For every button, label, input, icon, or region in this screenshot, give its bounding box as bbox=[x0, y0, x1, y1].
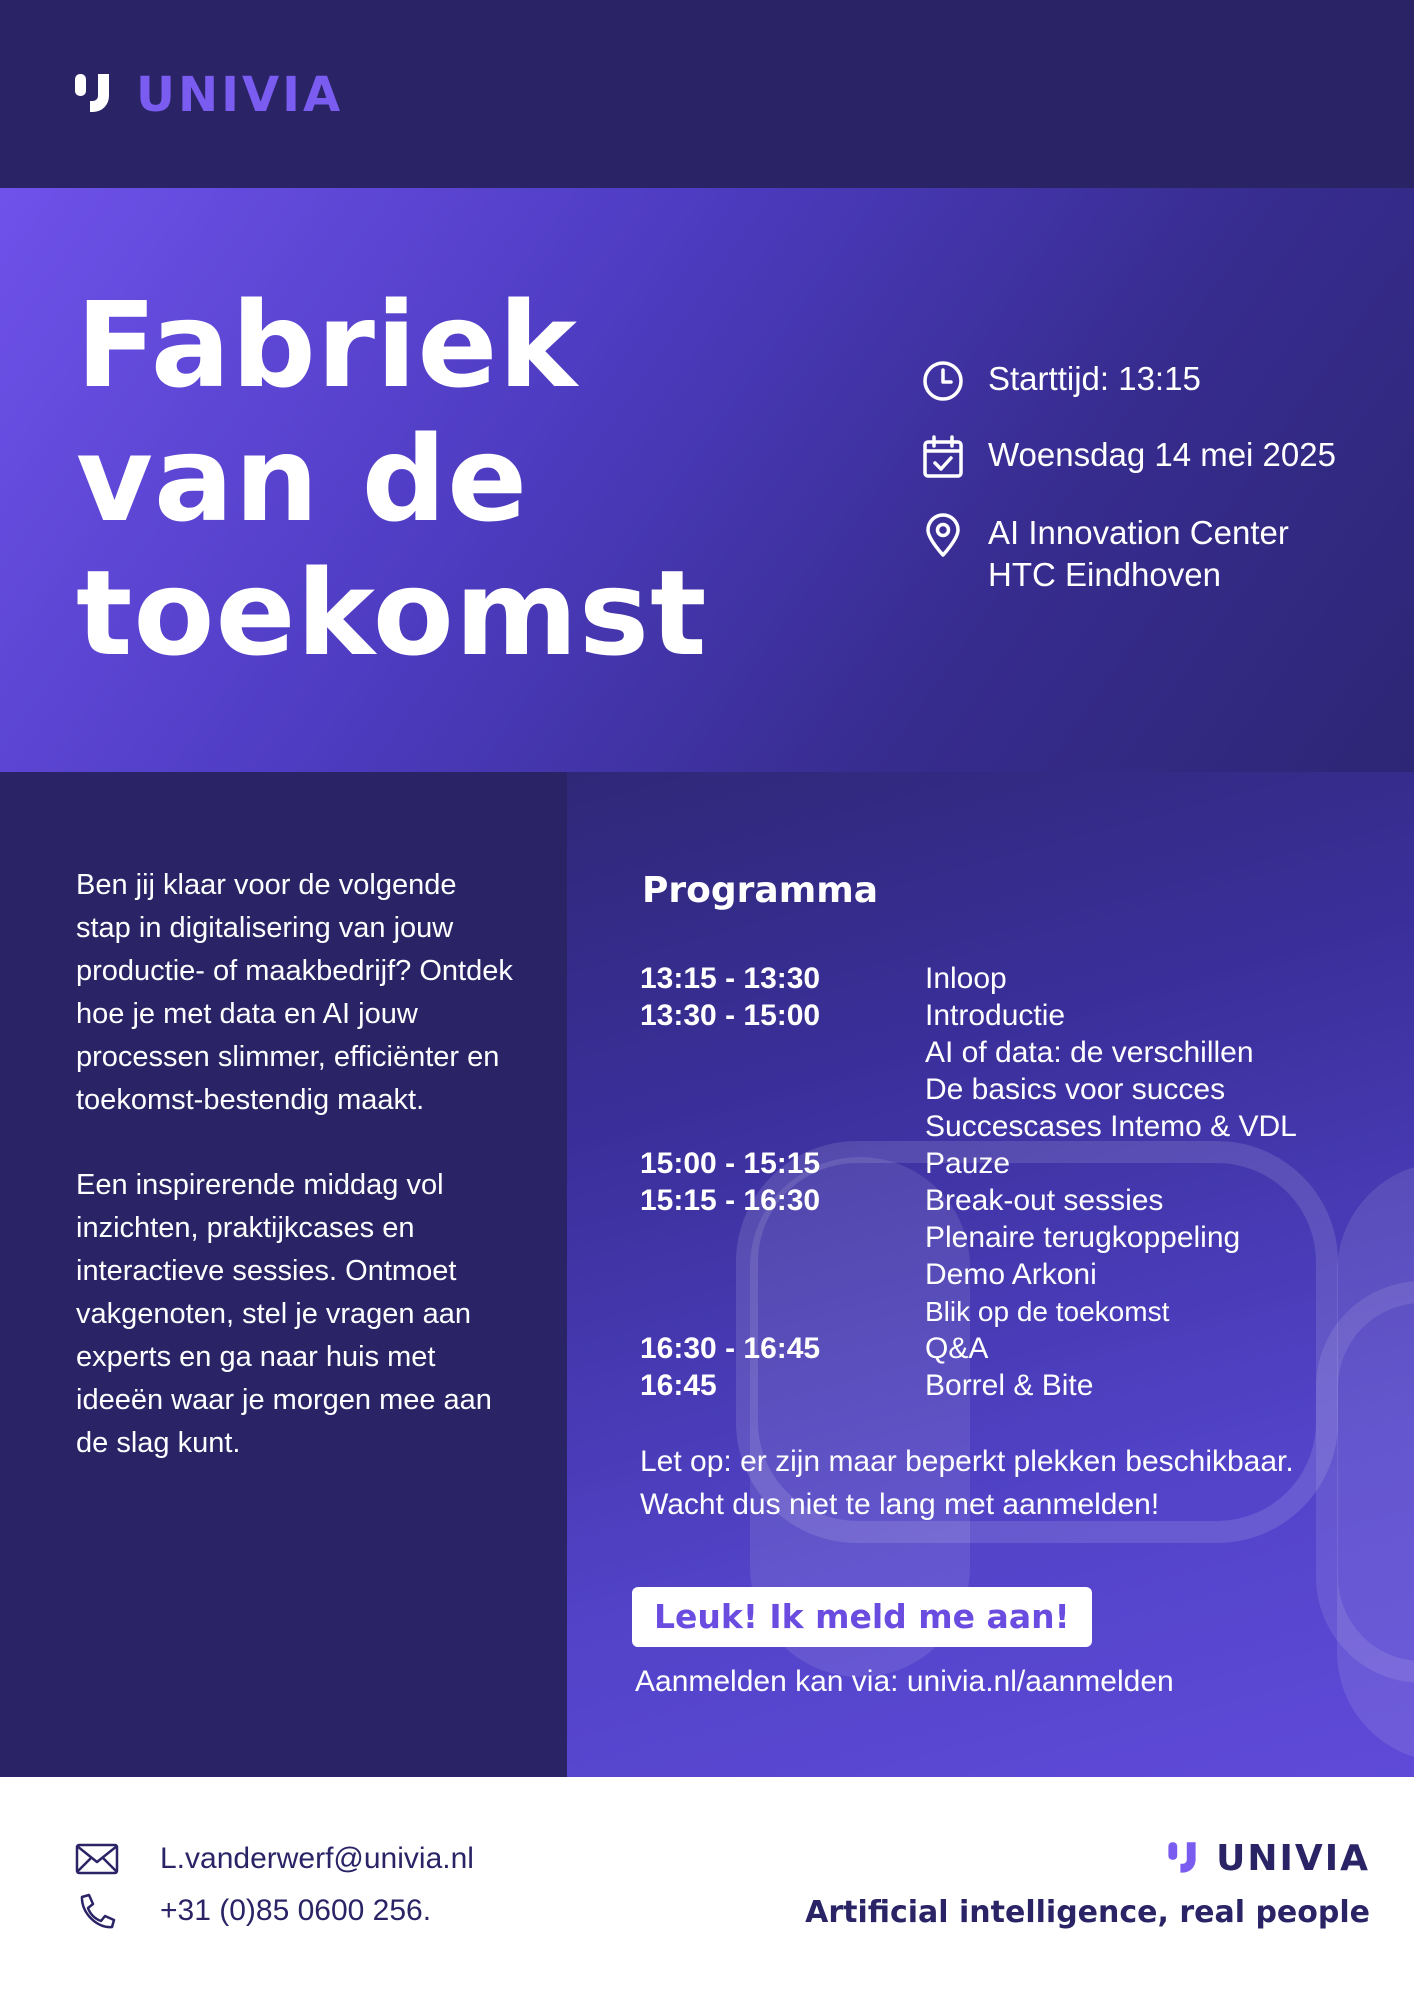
program-time: 16:45 bbox=[640, 1369, 717, 1402]
date-text: Woensdag 14 mei 2025 bbox=[988, 436, 1336, 473]
program-item: Demo Arkoni bbox=[925, 1258, 1097, 1291]
event-title-line: toekomst bbox=[76, 544, 708, 682]
program-item: De basics voor succes bbox=[925, 1073, 1226, 1106]
contact-phone bbox=[74, 1891, 431, 1931]
contact-email bbox=[74, 1839, 474, 1879]
univia-logo-mark-icon bbox=[72, 70, 122, 120]
phone-icon bbox=[74, 1891, 120, 1931]
program-time: 15:00 - 15:15 bbox=[640, 1147, 821, 1180]
program-section bbox=[567, 772, 1414, 1777]
event-title-line: van de bbox=[76, 410, 529, 548]
map-pin-icon bbox=[920, 512, 966, 558]
program-time: 16:30 - 16:45 bbox=[640, 1332, 821, 1365]
intro-text bbox=[76, 864, 516, 1507]
event-title-line: Fabriek bbox=[76, 276, 578, 414]
footer-logo-text: UNIVIA bbox=[1216, 1838, 1370, 1879]
program-row bbox=[640, 1145, 1400, 1182]
start-time-info bbox=[920, 358, 1201, 404]
register-button[interactable]: Leuk! Ik meld me aan! bbox=[632, 1587, 1092, 1647]
program-time: 13:15 - 13:30 bbox=[640, 962, 821, 995]
program-title: Programma bbox=[642, 870, 879, 911]
program-items bbox=[925, 1182, 1240, 1330]
program-item: Blik op de toekomst bbox=[925, 1296, 1170, 1327]
program-items bbox=[925, 1330, 988, 1367]
availability-notice bbox=[640, 1440, 1400, 1526]
program-row bbox=[640, 1367, 1400, 1404]
location-text bbox=[988, 512, 1289, 596]
program-item: AI of data: de verschillen bbox=[925, 1036, 1254, 1069]
footer bbox=[0, 1777, 1414, 2000]
intro-paragraph: Ben jij klaar voor de volgende stap in digitalisering van jouw productie- of maakbedrijf? Ontdek hoe je met data en AI jouw processen slimmer, efficiënter en toekomst-bestendig maakt. bbox=[76, 869, 513, 1116]
univia-logo[interactable] bbox=[72, 67, 344, 123]
program-time: 15:15 - 16:30 bbox=[640, 1184, 821, 1217]
univia-logo-text: UNIVIA bbox=[136, 67, 344, 123]
location-line: HTC Eindhoven bbox=[988, 556, 1221, 593]
calendar-icon bbox=[920, 434, 966, 480]
envelope-icon bbox=[74, 1839, 120, 1879]
univia-logo-mark-icon bbox=[1166, 1839, 1206, 1879]
hero-section bbox=[0, 188, 1414, 772]
intro-section bbox=[0, 772, 567, 1777]
clock-icon bbox=[920, 358, 966, 404]
program-item: Succescases Intemo & VDL bbox=[925, 1110, 1297, 1143]
header-bar bbox=[0, 0, 1414, 188]
program-row bbox=[640, 1182, 1400, 1330]
program-item: Inloop bbox=[925, 962, 1007, 995]
program-item: Plenaire terugkoppeling bbox=[925, 1221, 1241, 1254]
program-items bbox=[925, 1145, 1010, 1182]
tagline: Artificial intelligence, real people bbox=[805, 1895, 1370, 1930]
program-items bbox=[925, 997, 1297, 1145]
program-row bbox=[640, 960, 1400, 997]
program-items bbox=[925, 1367, 1093, 1404]
notice-line: Wacht dus niet te lang met aanmelden! bbox=[640, 1488, 1160, 1521]
location-line: AI Innovation Center bbox=[988, 514, 1289, 551]
program-time: 13:30 - 15:00 bbox=[640, 999, 821, 1032]
email-link[interactable]: L.vanderwerf@univia.nl bbox=[160, 1842, 474, 1875]
date-info bbox=[920, 434, 1336, 480]
notice-line: Let op: er zijn maar beperkt plekken beschikbaar. bbox=[640, 1445, 1294, 1478]
program-item: Pauze bbox=[925, 1147, 1011, 1180]
register-note: Aanmelden kan via: univia.nl/aanmelden bbox=[635, 1665, 1174, 1698]
location-info bbox=[920, 512, 1289, 596]
event-title bbox=[76, 278, 776, 680]
program-item: Introductie bbox=[925, 999, 1066, 1032]
program-row bbox=[640, 997, 1400, 1145]
footer-logo[interactable] bbox=[1166, 1839, 1370, 1879]
program-item: Break-out sessies bbox=[925, 1184, 1164, 1217]
start-time-text: Starttijd: 13:15 bbox=[988, 360, 1201, 397]
program-item: Q&A bbox=[925, 1332, 989, 1365]
program-item: Borrel & Bite bbox=[925, 1369, 1094, 1402]
program-list bbox=[640, 960, 1400, 1404]
program-row bbox=[640, 1330, 1400, 1367]
phone-link[interactable]: +31 (0)85 0600 256. bbox=[160, 1894, 432, 1927]
program-items bbox=[925, 960, 1007, 997]
intro-paragraph: Een inspirerende middag vol inzichten, praktijkcases en interactieve sessies. Ontmoet vakgenoten, stel je vragen aan experts en ga naar huis met ideeën waar je morgen mee aan de slag kunt. bbox=[76, 1169, 492, 1459]
